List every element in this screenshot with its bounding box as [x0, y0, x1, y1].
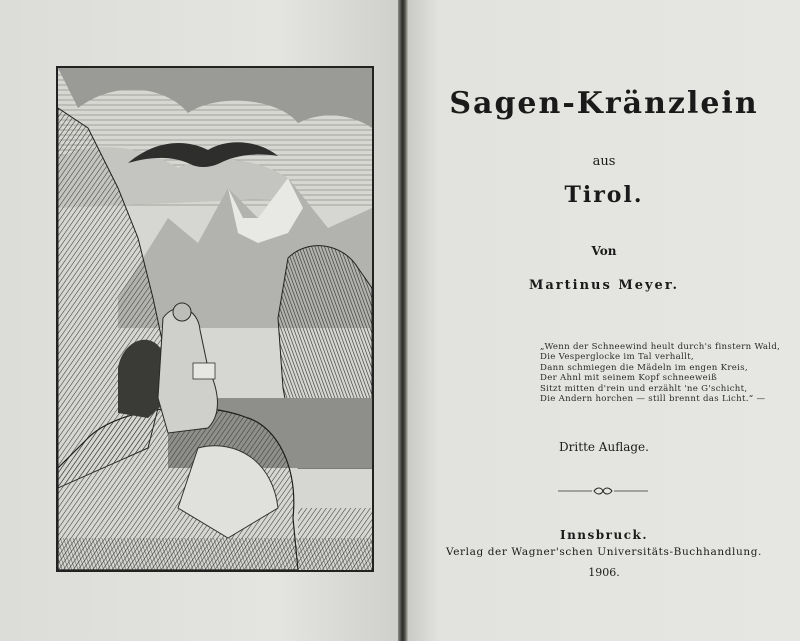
poem-line: „Wenn der Schneewind heult durch's finstern Wald,	[540, 342, 781, 352]
book-gutter	[398, 0, 408, 641]
poem-line: Die Andern horchen — still brennt das Licht.“ —	[540, 394, 766, 405]
publication-year: 1906.	[588, 566, 620, 579]
poem-line: Die Vesperglocke im Tal verhallt,	[540, 352, 694, 363]
edition-label: Dritte Auflage.	[559, 440, 649, 454]
title-connector: aus	[592, 154, 616, 169]
book-title: Sagen-Kränzlein	[449, 86, 759, 121]
printers-ornament-icon	[558, 486, 648, 496]
title-page	[408, 0, 800, 641]
title-region: Tirol.	[564, 182, 644, 208]
poem-line: Der Ahnl mit seinem Kopf schneeweiß	[540, 373, 718, 384]
author-name: Martinus Meyer.	[528, 278, 680, 293]
publisher-city: Innsbruck.	[559, 528, 649, 542]
engraving-mountain-scene-icon	[58, 68, 372, 570]
poem-line: Dann schmiegen die Mädeln im engen Kreis,	[540, 362, 748, 373]
publisher-name: Verlag der Wagner'schen Universitäts-Buchhandlung.	[446, 546, 762, 558]
epigraph-poem	[540, 342, 790, 404]
poem-line: Sitzt mitten d'rein und erzählt 'ne G'schicht,	[540, 383, 748, 394]
by-line-label: Von	[591, 244, 617, 258]
left-page	[0, 0, 398, 641]
frontispiece-engraving	[56, 66, 374, 572]
